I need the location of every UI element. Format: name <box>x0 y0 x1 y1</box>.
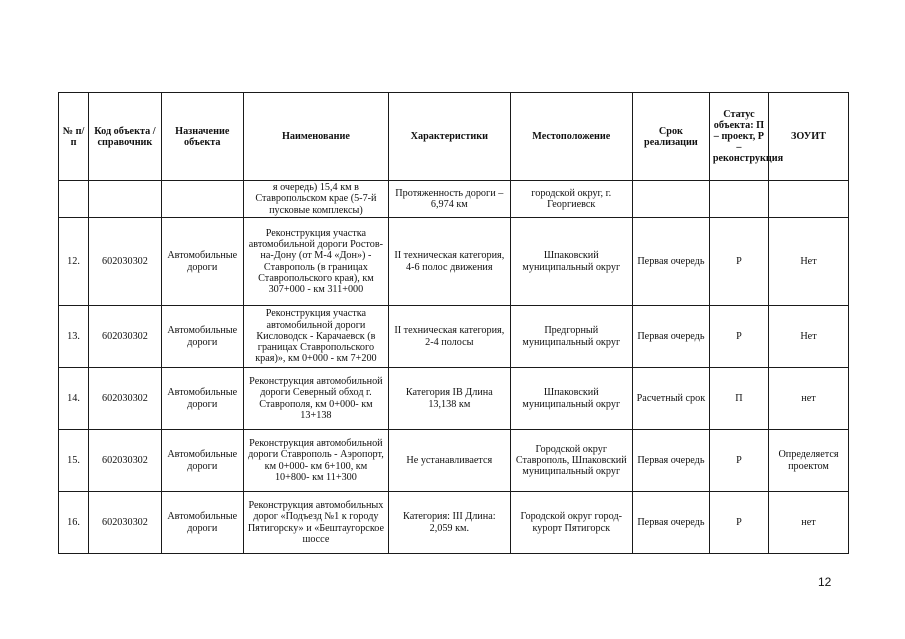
header-object-code: Код объекта / справочник <box>89 93 162 181</box>
header-number: № п/п <box>59 93 89 181</box>
cell-location: Шпаковский муниципальный округ <box>510 218 632 306</box>
cell-status: Р <box>709 218 768 306</box>
cell-period <box>633 181 710 218</box>
cell-purpose: Автомобильные дороги <box>161 430 243 492</box>
cell-location: Городской округ Ставрополь, Шпаковский муниципальный округ <box>510 430 632 492</box>
cell-number: 16. <box>59 492 89 554</box>
cell-purpose: Автомобильные дороги <box>161 368 243 430</box>
header-period: Срок реализации <box>633 93 710 181</box>
cell-location: Шпаковский муниципальный округ <box>510 368 632 430</box>
cell-name: Реконструкция автомобильной дороги Северный обход г. Ставрополя, км 0+000- км 13+138 <box>243 368 388 430</box>
cell-number: 15. <box>59 430 89 492</box>
cell-characteristics: Категория IB Длина 13,138 км <box>389 368 510 430</box>
cell-code: 602030302 <box>89 218 162 306</box>
cell-name: Реконструкция автомобильной дороги Ставрополь - Аэропорт, км 0+000- км 6+100, км 10+800- км 11+300 <box>243 430 388 492</box>
cell-code: 602030302 <box>89 306 162 368</box>
table-row <box>59 368 849 430</box>
cell-purpose <box>161 181 243 218</box>
header-row <box>59 93 849 181</box>
cell-status: Р <box>709 430 768 492</box>
cell-location: Городской округ город-курорт Пятигорск <box>510 492 632 554</box>
cell-period: Первая очередь <box>633 492 710 554</box>
header-location: Местоположение <box>510 93 632 181</box>
cell-zouit: Нет <box>769 218 849 306</box>
document-table <box>58 92 849 554</box>
cell-purpose: Автомобильные дороги <box>161 306 243 368</box>
cell-code: 602030302 <box>89 492 162 554</box>
cell-name: Реконструкция участка автомобильной дороги Кисловодск - Карачаевск (в границах Ставропольского края)», км 0+000 - км 7+200 <box>243 306 388 368</box>
table-row <box>59 306 849 368</box>
cell-zouit <box>769 181 849 218</box>
cell-characteristics: Не устанавливается <box>389 430 510 492</box>
cell-number: 14. <box>59 368 89 430</box>
cell-period: Расчетный срок <box>633 368 710 430</box>
cell-code: 602030302 <box>89 368 162 430</box>
header-zouit: ЗОУИТ <box>769 93 849 181</box>
header-characteristics: Характеристики <box>389 93 510 181</box>
cell-period: Первая очередь <box>633 430 710 492</box>
header-name: Наименование <box>243 93 388 181</box>
cell-location: городской округ, г. Георгиевск <box>510 181 632 218</box>
cell-zouit: нет <box>769 492 849 554</box>
cell-period: Первая очередь <box>633 218 710 306</box>
page-number: 12 <box>818 575 832 589</box>
cell-characteristics: Категория: III Длина: 2,059 км. <box>389 492 510 554</box>
cell-purpose: Автомобильные дороги <box>161 492 243 554</box>
cell-number: 12. <box>59 218 89 306</box>
cell-name: Реконструкция участка автомобильной дороги Ростов-на-Дону (от М-4 «Дон») - Ставрополь (в границах Ставропольского края), км 307+000 - км 311+000 <box>243 218 388 306</box>
cell-status: Р <box>709 306 768 368</box>
table-row <box>59 430 849 492</box>
cell-location: Предгорный муниципальный округ <box>510 306 632 368</box>
cell-zouit: Определяется проектом <box>769 430 849 492</box>
cell-zouit: нет <box>769 368 849 430</box>
cell-number: 13. <box>59 306 89 368</box>
cell-code <box>89 181 162 218</box>
cell-characteristics: II техническая категория, 4-6 полос движения <box>389 218 510 306</box>
cell-name: Реконструкция автомобильных дорог «Подъезд №1 к городу Пятигорску» и «Бештаугорское шоссе <box>243 492 388 554</box>
table-row <box>59 492 849 554</box>
table-row <box>59 181 849 218</box>
cell-status: Р <box>709 492 768 554</box>
cell-name: я очередь) 15,4 км в Ставропольском крае (5-7-й пусковые комплексы) <box>243 181 388 218</box>
cell-characteristics: II техническая категория, 2-4 полосы <box>389 306 510 368</box>
header-status: Статус объекта: П – проект, Р – реконструкция <box>709 93 768 181</box>
table-row <box>59 218 849 306</box>
cell-period: Первая очередь <box>633 306 710 368</box>
header-purpose: Назначение объекта <box>161 93 243 181</box>
cell-code: 602030302 <box>89 430 162 492</box>
cell-zouit: Нет <box>769 306 849 368</box>
cell-status: П <box>709 368 768 430</box>
cell-status <box>709 181 768 218</box>
cell-number <box>59 181 89 218</box>
cell-purpose: Автомобильные дороги <box>161 218 243 306</box>
cell-characteristics: Протяженность дороги – 6,974 км <box>389 181 510 218</box>
